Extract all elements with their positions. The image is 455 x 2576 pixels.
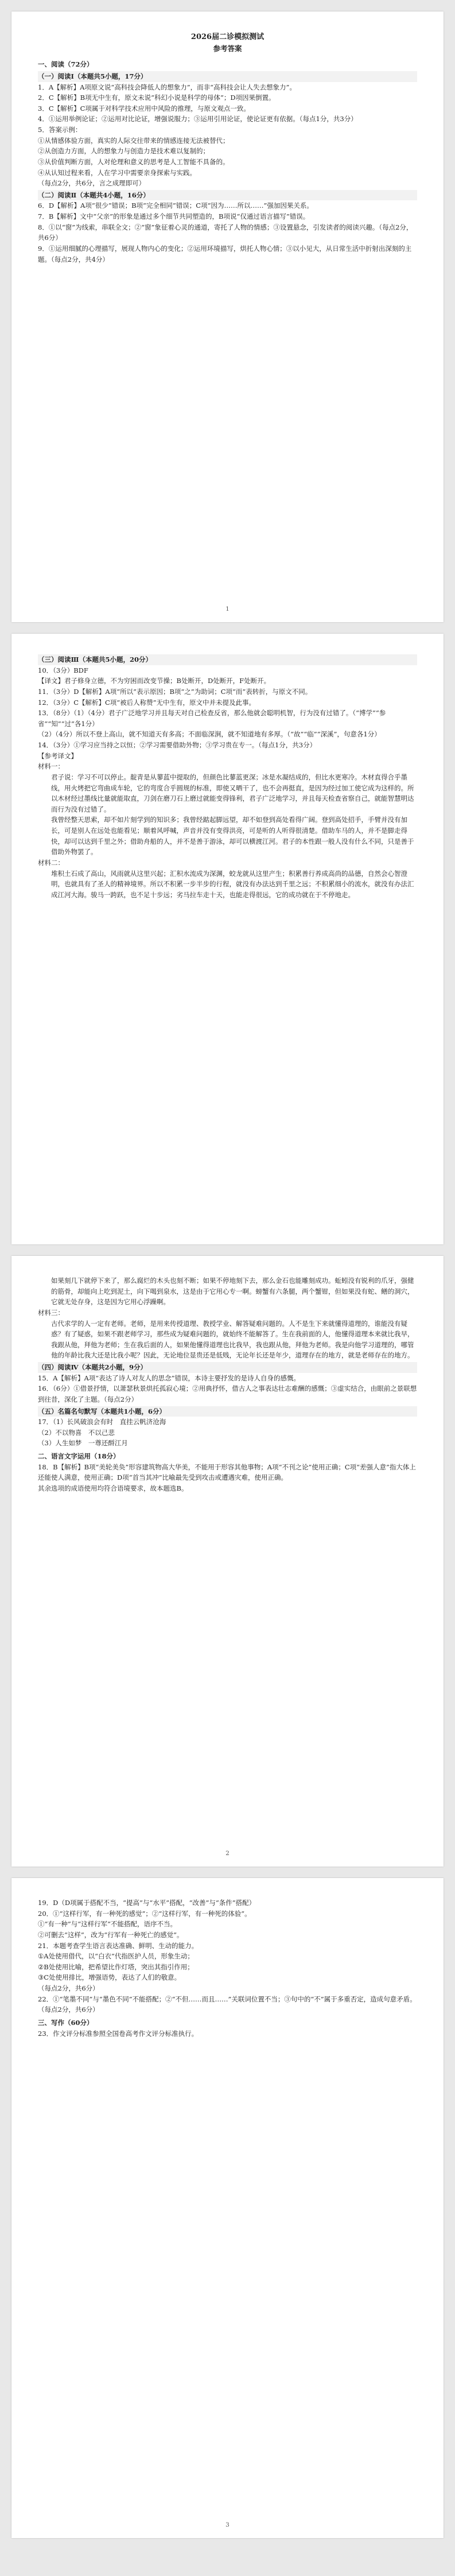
page-number: 3 [225, 2521, 230, 2528]
answer-15: 15．A【解析】A项“表达了诗人对友人的思念”错误，本诗主要抒发的是诗人自身的感慨。 [38, 1374, 300, 1382]
answer-5-point: ①从情感体验方面，真实的人际交往带来的情感连接无法被替代； [38, 136, 230, 145]
page-number: 2 [225, 1850, 230, 1857]
answer-20-point: ②可删去“这样”，改为“行军有一种死亡的感觉”。 [38, 1930, 184, 1939]
answer-5-note: （每点2分，共6分，言之成理即可） [38, 179, 146, 188]
answer-5: 5．答案示例： [38, 126, 82, 134]
page-3 [11, 1256, 444, 1867]
answer-21-note: （每点2分，共6分） [38, 1984, 99, 1992]
answer-22: 22．①“笔墨不同”与“墨色不同”不能搭配；②“不但……而且……”关联词位置不当；③句中的“不”属于多重否定，造成句意矛盾。（每点2分，共6分） [38, 1995, 417, 2014]
material-label: 材料三： [38, 1308, 64, 1317]
section-heading: 三、写作（60分） [38, 2018, 94, 2027]
answer-21-point: ①A处使用借代，以“白衣”代指医护人员，形象生动； [38, 1952, 194, 1961]
section-heading: 一、阅读（72分） [38, 60, 94, 69]
subsection-heading: （四）阅读Ⅳ（本题共2小题，9分） [38, 1362, 417, 1373]
answer-5-point: ②从创造力方面，人的想象力与创造力是技术难以复制的； [38, 147, 209, 156]
answer-23: 23．作文评分标准参照全国卷高考作文评分标准执行。 [38, 2029, 199, 2038]
answer-5-point: ③从价值判断方面，人对伦理和意义的思考是人工智能不具备的。 [38, 157, 230, 166]
doc-title: 2026届二诊模拟测试 [190, 33, 265, 41]
answer-9: 9．①运用细腻的心理描写，展现人物内心的变化；②运用环境描写，烘托人物心情；③以小见大，从日常生活中折射出深刻的主题。（每点2分，共4分） [38, 244, 412, 263]
section-heading: 二、语言文字运用（18分） [38, 1452, 120, 1460]
answer-4: 4．①运用举例论证；②运用对比论证，增强说服力；③运用引用论证，使论证更有依据。（每点1分，共3分） [38, 115, 357, 123]
answer-6: 6．D【解析】A项“很少”错误；B项“完全相同”错误；C项“因为……所以……”强加因果关系。 [38, 201, 313, 210]
answer-10: 10．（3分）BDF [38, 666, 88, 674]
translation-paragraph: 君子说：学习不可以停止。靛青是从蓼蓝中提取的，但颜色比蓼蓝更深；冰是水凝结成的，但比水更寒冷。木材直得合乎墨线，用火烤把它弯曲成车轮，它的弯度合乎圆规的标准，即使又晒干了，也不会再挺直，是因为经过加工使它成为这样的。所以木材经过墨线比量就能取直，刀剑在磨刀石上磨过就能变得锋利，君子广泛地学习，并且每天检查省察自己，就能智慧明达而行为没有过错了。 [51, 773, 414, 813]
subsection-heading: （一）阅读Ⅰ（本题共5小题，17分） [38, 71, 417, 82]
answer-2: 2．C【解析】B项无中生有，原文未说“科幻小说是科学的母体”；D项因果倒置。 [38, 94, 275, 102]
answer-20-point: ①“有一种”与“这样行军”不能搭配，语序不当。 [38, 1920, 177, 1929]
material-label: 材料二： [38, 858, 64, 867]
translation-paragraph: 古代求学的人一定有老师。老师，是用来传授道理、教授学业、解答疑难问题的。人不是生下来就懂得道理的，谁能没有疑惑？有了疑惑，如果不跟老师学习，那些成为疑难问题的，就始终不能解答了。生在我前面的人，他懂得道理本来就比我早，我跟从他，拜他为老师；生在我后面的人，如果他懂得道理也比我早，我也跟从他，拜他为老师。我是向他学习道理的，哪管他的年龄比我大还是比我小呢？因此，无论地位显贵还是低贱，无论年长还是年少，道理存在的地方，就是老师存在的地方。 [51, 1319, 414, 1360]
answer-7: 7．B【解析】文中“父亲”的形象是通过多个细节共同塑造的，B项说“仅通过语言描写”错误。 [38, 212, 310, 221]
answer-10-explain: 【译文】君子修身立德，不为穷困而改变节操；B处断开，D处断开，F处断开。 [38, 677, 271, 685]
answer-19: 19．D（D项属于搭配不当，“提高”与“水平”搭配，“改善”与“条件”搭配） [38, 1899, 256, 1907]
page-4 [11, 1878, 444, 2538]
answer-17-2: （2）不以物喜 不以己悲 [38, 1428, 115, 1437]
answer-17: 17．（1）长风破浪会有时 直挂云帆济沧海 [38, 1418, 166, 1426]
answer-18: 18．B【解析】B项“美轮美奂”形容建筑物高大华美，不能用于形容其他事物；A项“不刊之论”使用正确；C项“差强人意”指大体上还能使人满意，使用正确；D项“首当其冲”比喻最先受到攻击或遭遇灾难，使用正确。 [38, 1462, 416, 1482]
answer-16: 16．（6分）①借景抒情，以萧瑟秋景烘托孤寂心境；②用典抒怀，借古人之事表达壮志难酬的感慨；③虚实结合，由眼前之景联想到往昔，深化了主题。（每点2分） [38, 1384, 417, 1403]
answer-18-2: 其余选项的成语使用均符合语境要求，故本题选B。 [38, 1484, 188, 1492]
answer-3: 3．C【解析】C项属于对科学技术应用中风险的推理，与原文观点一致。 [38, 104, 250, 112]
answer-11: 11．（3分）D【解析】A项“所以”表示原因；B项“之”为助词；C项“而”表转折，与原文不同。 [38, 687, 312, 696]
answer-21: 21．本题考查学生语言表达准确、鲜明、生动的能力。 [38, 1941, 199, 1950]
translation-paragraph: 我曾经整天思索，却不如片刻学到的知识多；我曾经踮起脚远望，却不如登到高处看得广阔。登到高处招手，手臂并没有加长，可是别人在远处也能看见；顺着风呼喊，声音并没有变得洪亮，可是听的人听得很清楚。借助车马的人，并不是脚走得快，却可以达到千里之外；借助舟船的人，并不是善于游泳，却可以横渡江河。君子的本性跟一般人没有什么不同，只是善于借助外物罢了。 [51, 816, 414, 856]
answer-8: 8．①以“窗”为线索，串联全文；②“窗”象征着心灵的通道，寄托了人物的情感；③设置悬念，引发读者的阅读兴趣。（每点2分，共6分） [38, 223, 413, 242]
answer-13: 13．（8分）（1）（4分）君子广泛地学习并且每天对自己检查反省，那么他就会聪明机智，行为没有过错了。（“博学”“参省”“知”“过”各1分） [38, 709, 386, 728]
answer-21-point: ③C处使用排比，增强语势，表达了人们的敬意。 [38, 1973, 181, 1982]
subsection-heading: （三）阅读Ⅲ（本题共5小题，20分） [38, 654, 417, 665]
answer-21-point: ②B处使用比喻，把希望比作灯塔，突出其指引作用； [38, 1962, 194, 1971]
doc-subtitle: 参考答案 [213, 44, 242, 53]
page-1 [11, 11, 444, 622]
answer-1: 1．A【解析】A项原文说“高科技会降低人的想象力”，而非“高科技会让人失去想象力”。 [38, 83, 296, 91]
translation-paragraph: 如果刻几下就停下来了，那么腐烂的木头也刻不断；如果不停地刻下去，那么金石也能雕刻成功。蚯蚓没有锐利的爪牙，强健的筋骨，却能向上吃到泥土，向下喝到泉水，这是由于它用心专一啊。螃蟹有六条腿，两个蟹钳，但如果没有蛇、鳝的洞穴，它就无处存身，这是因为它用心浮躁啊。 [51, 1277, 414, 1306]
translation-paragraph: 堆积土石成了高山，风雨就从这里兴起；汇积水流成为深渊，蛟龙就从这里产生；积累善行养成高尚的品德，自然会心智澄明，也就具有了圣人的精神境界。所以不积累一步半步的行程，就没有办法达到千里之远；不积累细小的流水，就没有办法汇成江河大海。骏马一跨跃，也不足十步远；劣马拉车走十天，也能走得很远，它的成功就在于不停地走。 [51, 869, 414, 899]
page-number: 1 [225, 606, 230, 612]
answer-12: 12．（3分）C【解析】C项“被后人称赞”无中生有，原文中并未提及此事。 [38, 698, 256, 707]
subsection-heading: （五）名篇名句默写（本题共1小题，6分） [38, 1406, 417, 1417]
answer-20: 20．①“这样行军，有一种死的感觉”；②“这样行军，有一种死的体验”。 [38, 1909, 251, 1918]
answer-14: 14．（3分）①学习应当持之以恒；②学习需要借助外物；③学习贵在专一。（每点1分，共3分） [38, 741, 317, 749]
translation-heading: 【参考译文】 [38, 751, 77, 760]
subsection-heading: （二）阅读Ⅱ（本题共4小题，16分） [38, 190, 417, 201]
material-label: 材料一： [38, 762, 64, 771]
answer-5-point: ④从认知过程来看，人在学习中需要亲身探索与实践。 [38, 168, 196, 177]
page-2 [11, 634, 444, 1244]
answer-13-2: （2）（4分）所以不登上高山，就不知道天有多高；不面临深涧，就不知道地有多厚。（“故”“临”“深溪”，句意各1分） [38, 730, 381, 739]
answer-17-3: （3）人生如梦 一尊还酹江月 [38, 1439, 128, 1448]
